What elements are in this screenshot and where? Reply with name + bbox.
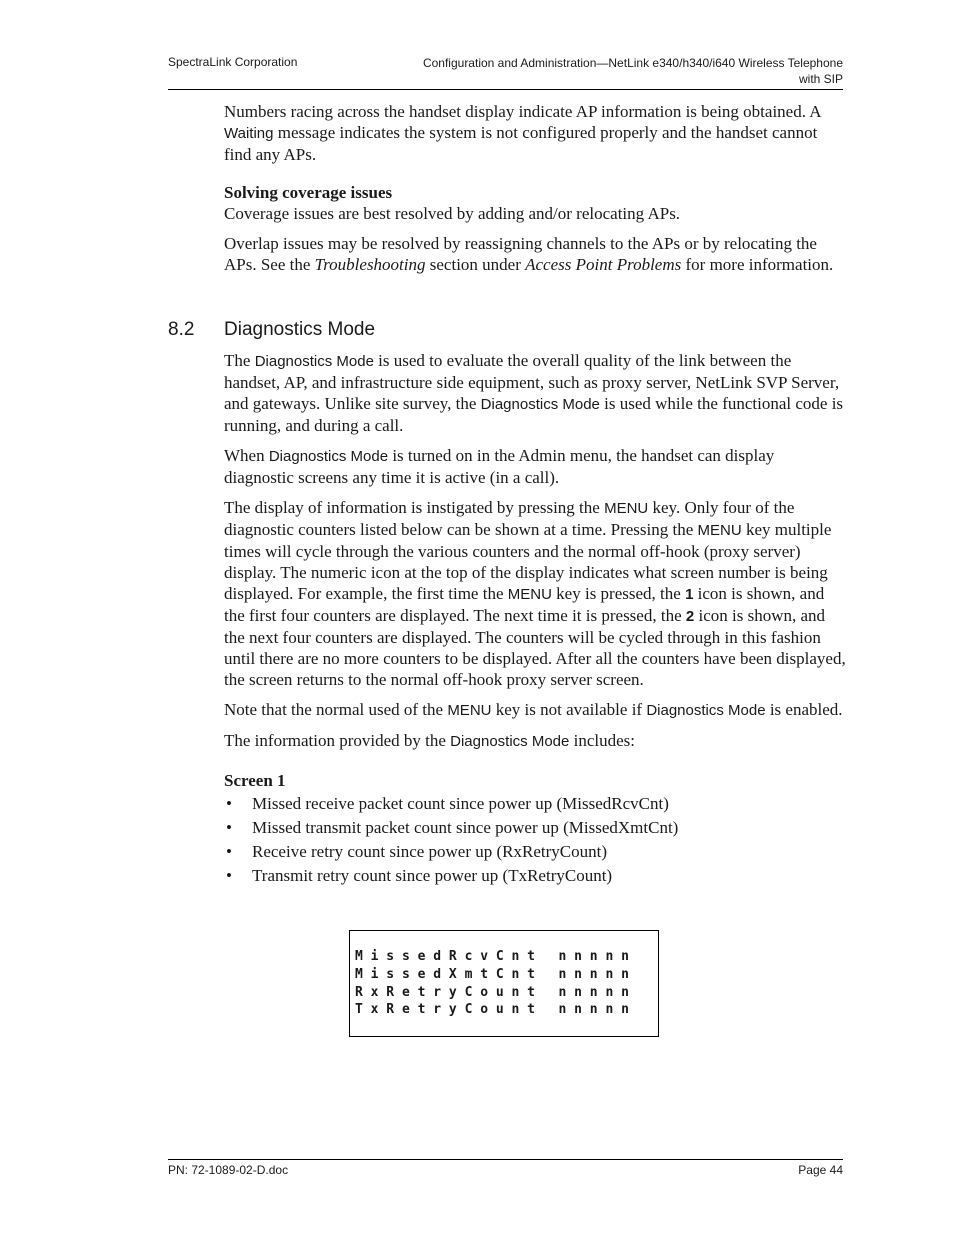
- bullet-text: Missed receive packet count since power up (MissedRcvCnt): [252, 794, 669, 813]
- footer-rule: [168, 1159, 843, 1160]
- header-rule: [168, 89, 843, 90]
- text: message indicates the system is not configured properly and the handset cannot find any APs.: [224, 123, 818, 164]
- screen-2-icon: 2: [685, 608, 695, 625]
- bullet-icon: •: [226, 842, 232, 861]
- diag-term: Diagnostics Mode: [254, 353, 374, 370]
- text: The display of information is instigated by pressing the: [224, 498, 605, 517]
- footer-part-number: PN: 72-1089-02-D.doc: [168, 1163, 289, 1177]
- paragraph-2: [224, 445, 846, 488]
- screen-1-icon: 1: [685, 586, 694, 603]
- text: key is pressed, the: [551, 584, 686, 603]
- display-line: M i s s e d X m t C n t n n n n n: [355, 967, 629, 982]
- text: icon is shown, and the next four counters are displayed. The counters will be cycled through in this fashion until there are no more counters to be displayed. After all the counters have been displayed, the screen returns to the normal off-hook proxy server screen.: [224, 606, 846, 689]
- text: The: [224, 351, 255, 370]
- text: Note that the normal used of the: [224, 700, 448, 719]
- display-line: M i s s e d R c v C n t n n n n n: [355, 949, 629, 964]
- bullet-icon: •: [226, 794, 232, 813]
- text: icon is shown, and the first four counters are displayed. The next time it is pressed, the: [224, 584, 825, 625]
- bullet-text: Transmit retry count since power up (TxRetryCount): [252, 866, 613, 885]
- text: section under: [425, 255, 526, 274]
- section-title: Diagnostics Mode: [224, 319, 376, 340]
- text: Numbers racing across the handset display indicate AP information is being obtained. A: [224, 102, 821, 121]
- display-line: T x R e t r y C o u n t n n n n n: [355, 1002, 629, 1017]
- bullet-text: Missed transmit packet count since power up (MissedXmtCnt): [252, 818, 679, 837]
- intro-paragraph: [224, 101, 846, 165]
- paragraph-4: [224, 699, 846, 721]
- list-item: [224, 841, 846, 862]
- menu-term: MENU: [507, 586, 552, 603]
- header-title-line2: with SIP: [798, 72, 843, 86]
- text: Overlap issues may be resolved by reassigning channels to the APs or by relocating the APs. See the: [224, 234, 817, 274]
- bullet-icon: •: [226, 818, 232, 837]
- text: When: [224, 446, 269, 465]
- menu-term: MENU: [447, 702, 492, 719]
- list-item: [224, 865, 846, 886]
- text: key multiple times will cycle through the various counters and the normal off-hook (proxy server) display. The numeric icon at the top of the display indicates what screen number is being displayed. For example, the first time the: [224, 520, 832, 603]
- header-title: [383, 55, 843, 87]
- bullet-text: Receive retry count since power up (RxRetryCount): [252, 842, 608, 861]
- screen1-heading: Screen 1: [224, 771, 286, 790]
- paragraph-1: [224, 350, 846, 436]
- header-title-line1: Configuration and Administration—NetLink e340/h340/i640 Wireless Telephone: [422, 56, 843, 70]
- waiting-term: Waiting: [224, 125, 274, 142]
- coverage-heading: Solving coverage issues: [224, 183, 393, 202]
- ap-problems-ref: Access Point Problems: [525, 255, 682, 274]
- text: is used while the functional code is running, and during a call.: [224, 394, 844, 435]
- overlap-paragraph: [224, 233, 846, 275]
- coverage-paragraph: Coverage issues are best resolved by adding and/or relocating APs.: [224, 204, 681, 223]
- intro-block: [224, 101, 846, 284]
- text: for more information.: [681, 255, 834, 274]
- text: key. Only four of the diagnostic counters listed below can be shown at a time. Pressing the: [224, 498, 795, 539]
- troubleshooting-ref: Troubleshooting: [314, 255, 426, 274]
- list-item: [224, 817, 846, 838]
- menu-term: MENU: [697, 522, 742, 539]
- diag-term: Diagnostics Mode: [480, 396, 600, 413]
- paragraph-3: [224, 497, 846, 690]
- diag-term: Diagnostics Mode: [646, 702, 766, 719]
- text: is enabled.: [765, 700, 843, 719]
- text: is turned on in the Admin menu, the handset can display diagnostic screens any time it is active (in a call).: [224, 446, 775, 487]
- screen1-bullet-list: [224, 793, 846, 886]
- header-company: SpectraLink Corporation: [168, 55, 298, 69]
- text: includes:: [569, 731, 636, 750]
- list-item: [224, 793, 846, 814]
- section-body: [224, 350, 846, 889]
- text: key is not available if: [491, 700, 647, 719]
- footer-page-number: Page 44: [798, 1163, 843, 1177]
- diag-term: Diagnostics Mode: [450, 733, 570, 750]
- display-line: R x R e t r y C o u n t n n n n n: [355, 985, 629, 1000]
- bullet-icon: •: [226, 866, 232, 885]
- paragraph-5: [224, 730, 846, 752]
- diag-term: Diagnostics Mode: [268, 448, 389, 465]
- menu-term: MENU: [604, 500, 649, 517]
- handset-display-screen1: [349, 930, 659, 1037]
- section-number: 8.2: [168, 319, 195, 340]
- text: The information provided by the: [224, 731, 451, 750]
- text: is used to evaluate the overall quality of the link between the handset, AP, and infrastructure side equipment, such as proxy server, NetLink SVP Server, and gateways. Unlike site survey, the: [224, 351, 840, 413]
